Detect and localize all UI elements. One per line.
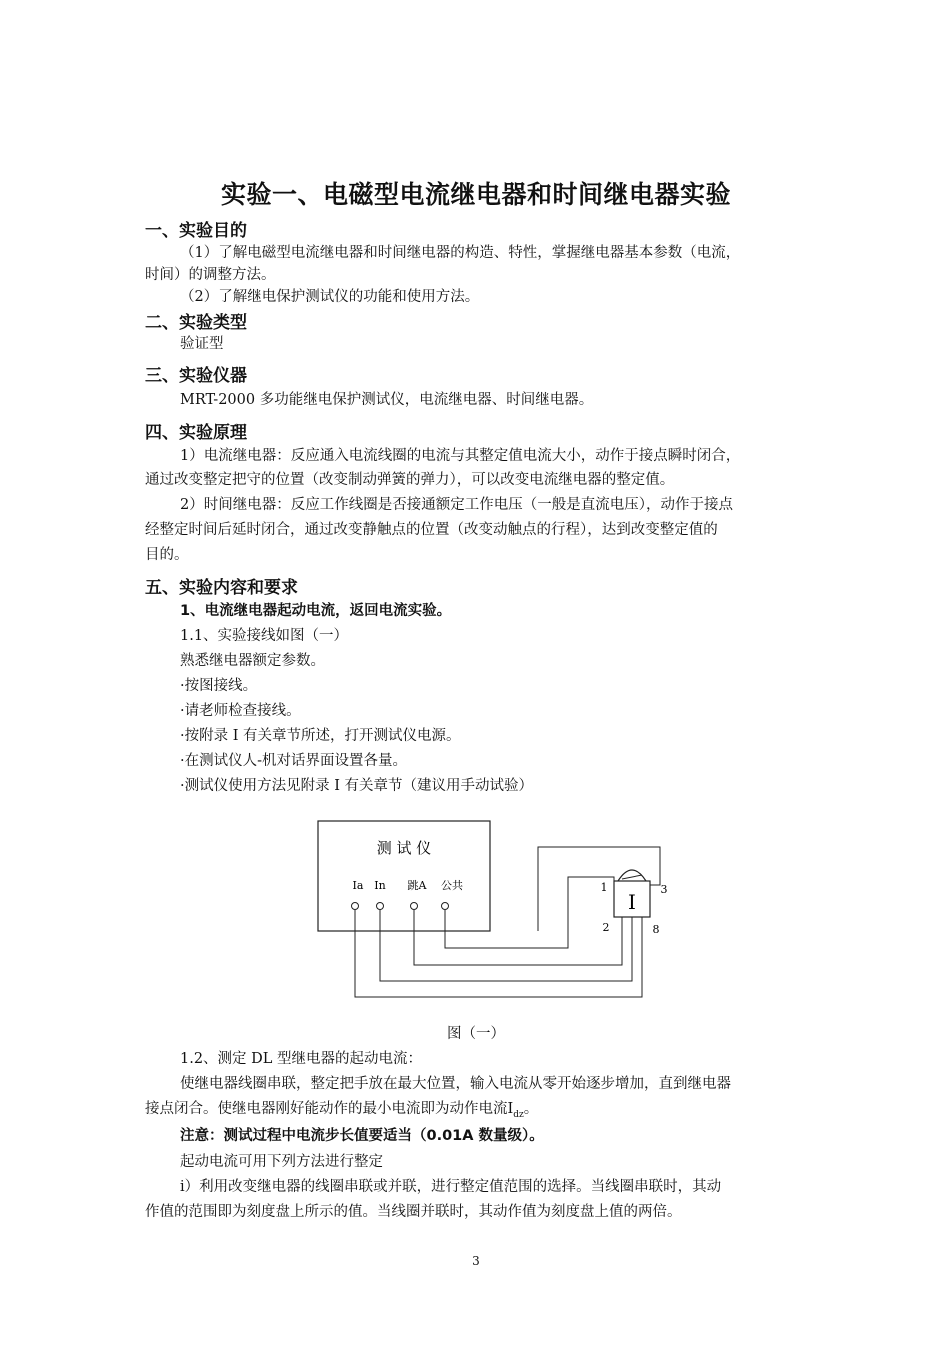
relay-contact [622, 875, 642, 879]
paragraph: 通过改变整定把守的位置（改变制动弹簧的弹力），可以改变电流继电器的整定值。 [145, 472, 675, 488]
terminal-label-in: In [374, 879, 386, 892]
terminal-trip-a [411, 903, 418, 910]
list-item: ·测试仪使用方法见附录 I 有关章节（建议用手动试验） [180, 778, 534, 794]
relay-symbol: I [628, 890, 636, 914]
paragraph: 2）时间继电器：反应工作线圈是否接通额定工作电压（一般是直流电压），动作于接点 [180, 497, 733, 513]
paragraph: 起动电流可用下列方法进行整定 [180, 1154, 383, 1170]
paragraph: i）利用改变继电器的线圈串联或并联，进行整定值范围的选择。当线圈串联时，其动 [180, 1179, 722, 1195]
note: 注意：测试过程中电流步长值要适当（0.01A 数量级）。 [180, 1128, 544, 1144]
section-heading-instruments: 三、实验仪器 [145, 366, 247, 386]
wire [380, 910, 632, 981]
pin-label: 1 [600, 881, 608, 894]
tester-label: 测 试 仪 [376, 839, 432, 857]
paragraph: （2）了解继电保护测试仪的功能和使用方法。 [180, 289, 480, 305]
wire [355, 910, 642, 997]
terminal-common [442, 903, 449, 910]
paragraph: 作值的范围即为刻度盘上所示的值。当线圈并联时，其动作值为刻度盘上值的两倍。 [145, 1204, 682, 1220]
page-title: 实验一、电磁型电流继电器和时间继电器实验 [220, 180, 731, 209]
paragraph: 目的。 [145, 547, 189, 563]
paragraph: 1.2、测定 DL 型继电器的起动电流： [180, 1051, 423, 1067]
pin-label: 8 [652, 923, 660, 936]
terminal-in [377, 903, 384, 910]
terminal-ia [352, 903, 359, 910]
pin-label: 2 [602, 921, 610, 934]
paragraph: 验证型 [180, 336, 224, 352]
page-number: 3 [472, 1254, 480, 1268]
list-item: ·按附录 I 有关章节所述，打开测试仪电源。 [180, 728, 461, 744]
paragraph: 经整定时间后延时闭合，通过改变静触点的位置（改变动触点的行程），达到改变整定值的 [145, 522, 718, 538]
paragraph: 1）电流继电器：反应通入电流线圈的电流与其整定值电流大小，动作于接点瞬时闭合， [180, 448, 741, 464]
current-subscript: dz [513, 1109, 524, 1120]
terminal-label-ia: Ia [352, 879, 364, 892]
subheading: 1、电流继电器起动电流，返回电流实验。 [180, 603, 452, 619]
paragraph: 时间）的调整方法。 [145, 267, 276, 283]
text-run: 接点闭合。使继电器刚好能动作的最小电流即为动作电流 [145, 1101, 508, 1117]
text-run: 。 [523, 1101, 539, 1117]
paragraph: 熟悉继电器额定参数。 [180, 653, 325, 669]
section-heading-type: 二、实验类型 [145, 313, 247, 333]
tester-box [318, 821, 490, 931]
terminal-label-common: 公共 [441, 879, 463, 892]
current-symbol: I [507, 1101, 514, 1117]
section-heading-content: 五、实验内容和要求 [145, 578, 298, 598]
pin-label: 3 [660, 883, 668, 896]
section-heading-purpose: 一、实验目的 [145, 221, 247, 241]
paragraph: 使继电器线圈串联，整定把手放在最大位置，输入电流从零开始逐步增加，直到继电器 [180, 1076, 731, 1092]
paragraph: MRT-2000 多功能继电保护测试仪，电流继电器、时间继电器。 [180, 392, 594, 408]
section-heading-principle: 四、实验原理 [145, 423, 247, 443]
wire [445, 877, 614, 948]
figure-caption: 图（一） [447, 1026, 505, 1042]
wiring-diagram [300, 805, 690, 1015]
list-item: ·按图接线。 [180, 678, 258, 694]
list-item: ·请老师检查接线。 [180, 703, 301, 719]
list-item: ·在测试仪人-机对话界面设置各量。 [180, 753, 408, 769]
paragraph: 1.1、实验接线如图（一） [180, 628, 349, 644]
terminal-label-trip-a: 跳A [407, 879, 427, 892]
paragraph: （1）了解电磁型电流继电器和时间继电器的构造、特性，掌握继电器基本参数（电流， [180, 245, 741, 261]
